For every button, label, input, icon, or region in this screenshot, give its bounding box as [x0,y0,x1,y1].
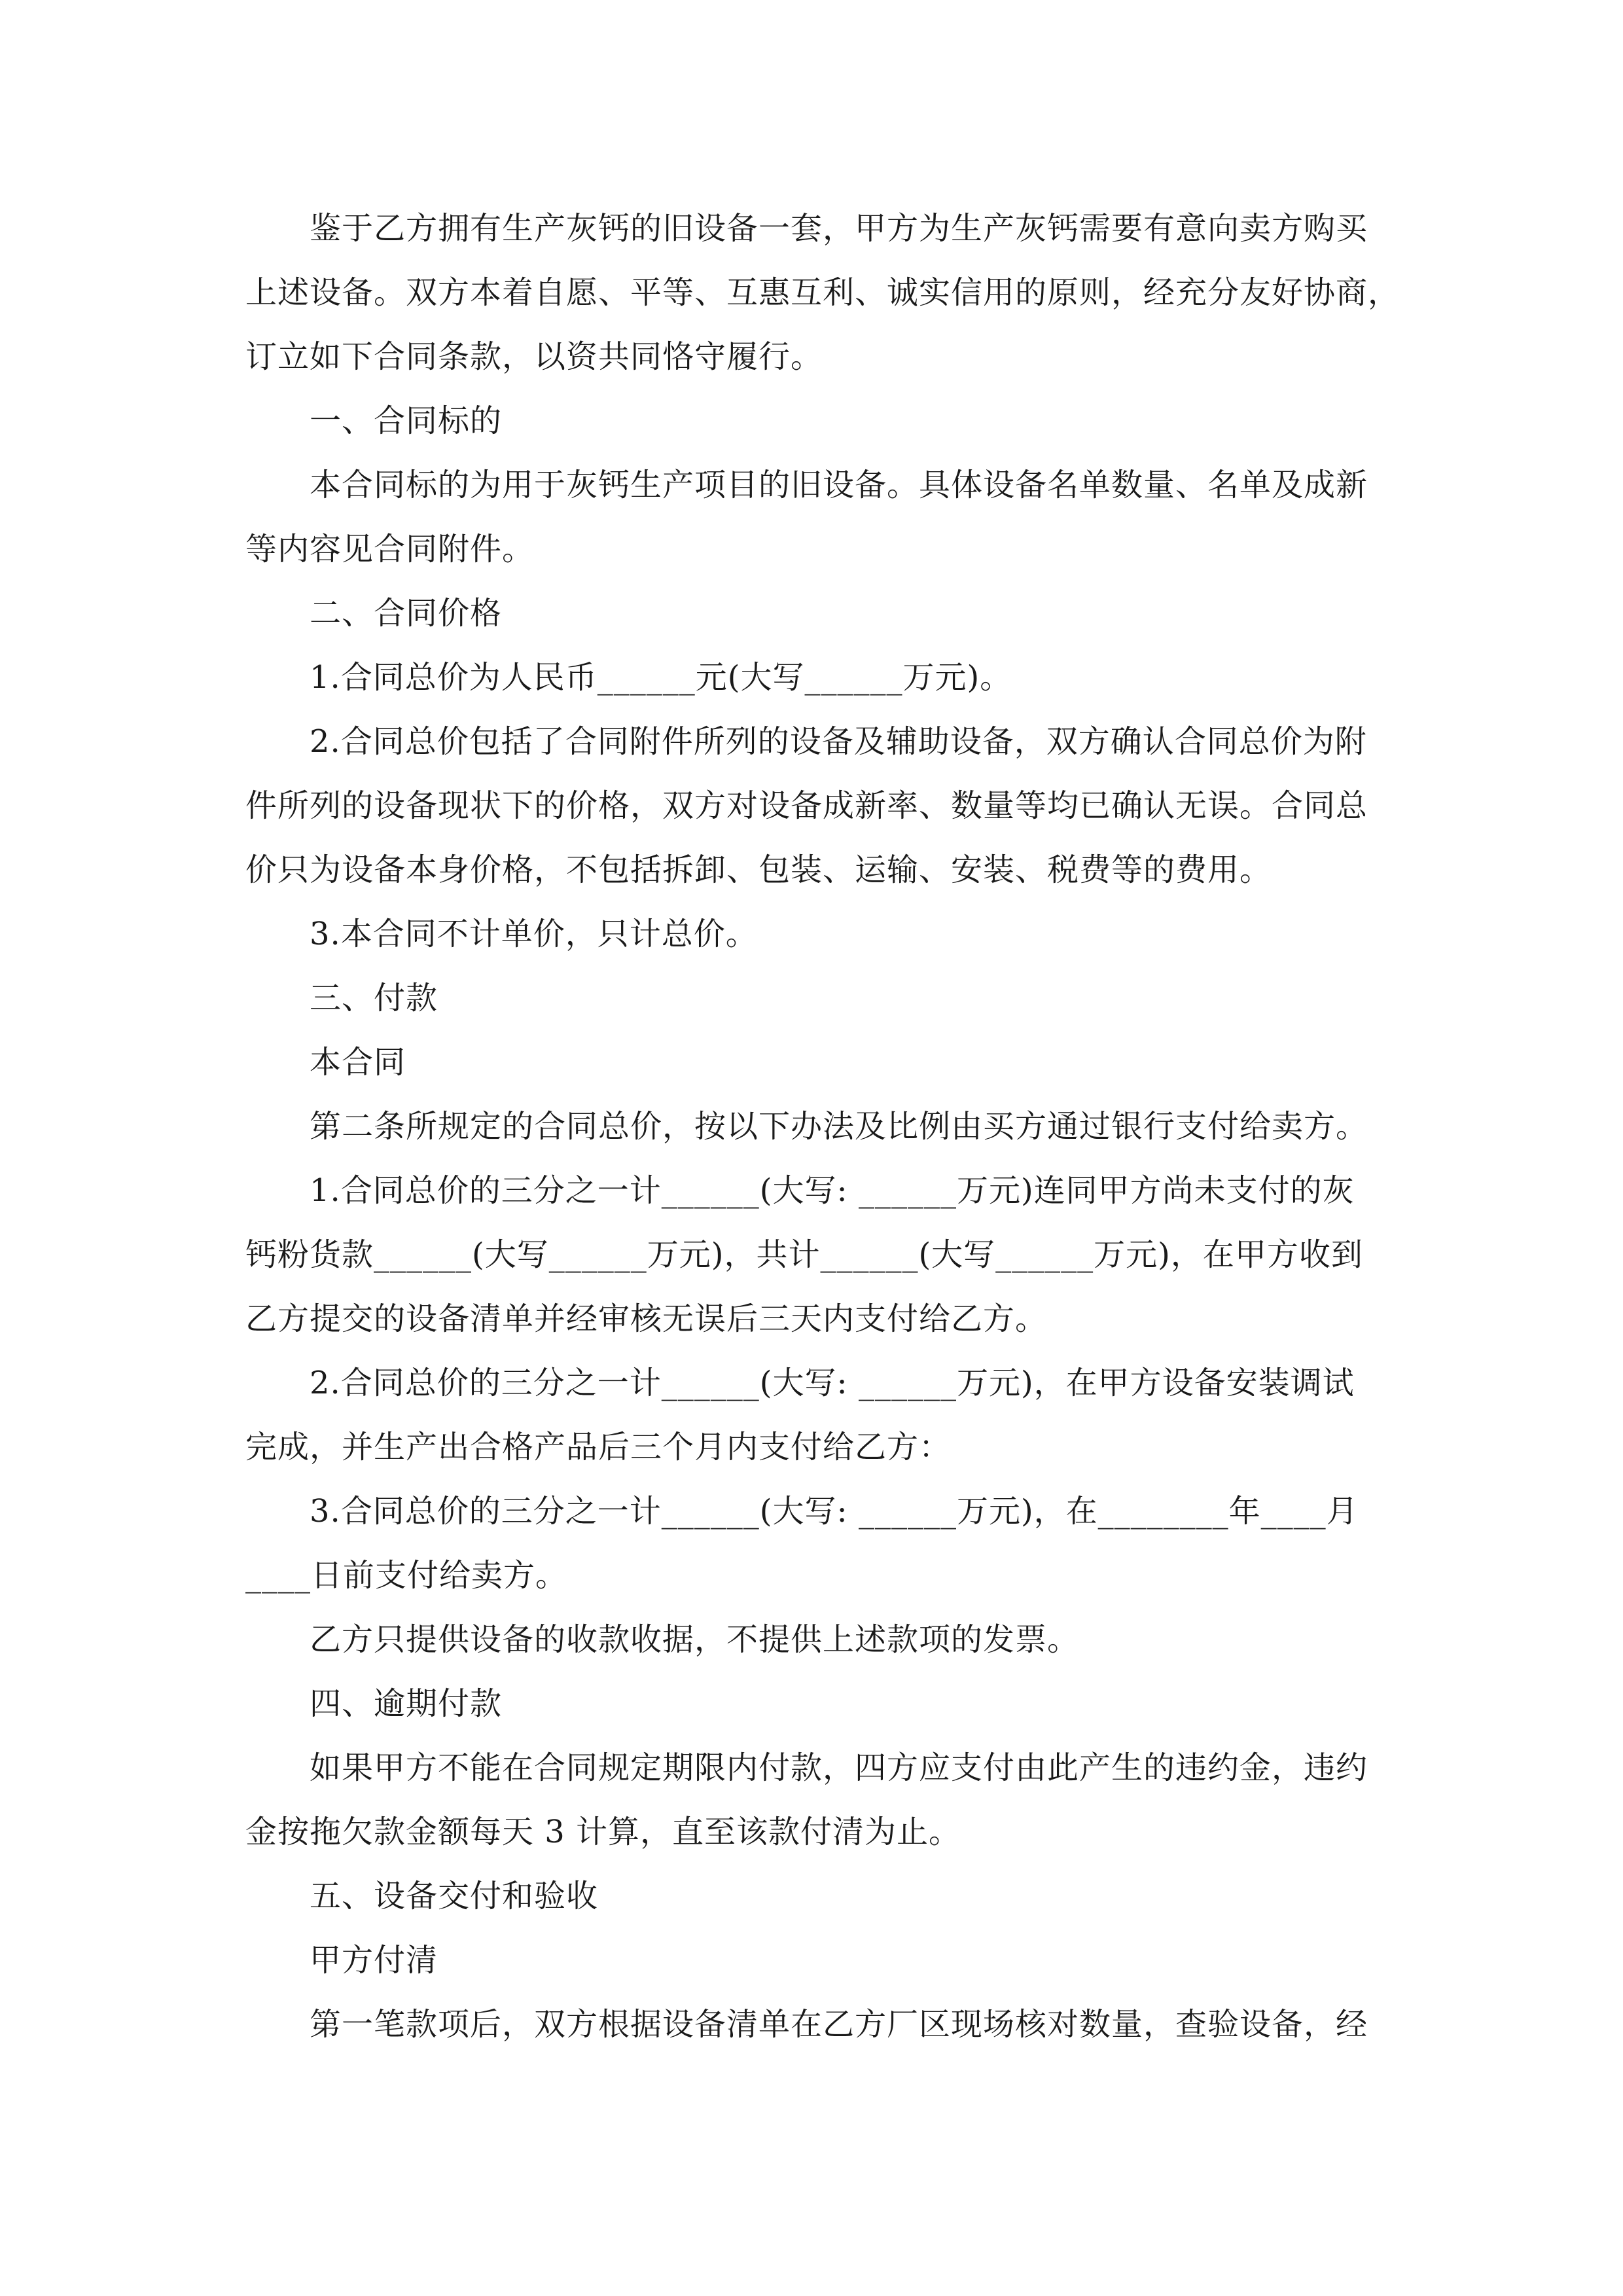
paragraph-line: 第一笔款项后，双方根据设备清单在乙方厂区现场核对数量，查验设备，经 [310,2006,1368,2043]
paragraph-line: 上述设备。双方本着自愿、平等、互惠互利、诚实信用的原则，经充分友好协商， [245,274,1400,311]
paragraph-line: 乙方只提供设备的收款收据，不提供上述款项的发票。 [310,1621,1080,1658]
paragraph-line: 本合同标的为用于灰钙生产项目的旧设备。具体设备名单数量、名单及成新 [310,467,1368,503]
paragraph-line: ____日前支付给卖方。 [245,1557,568,1594]
clause-line: 3.本合同不计单价，只计总价。 [310,916,758,952]
paragraph-line: 件所列的设备现状下的价格，双方对设备成新率、数量等均已确认无误。合同总 [245,787,1368,824]
document-body [245,196,1400,2056]
section-heading: 二、合同价格 [310,595,503,632]
clause-line: 1.合同总价为人民币______元(大写______万元)。 [310,659,1012,696]
paragraph-line: 价只为设备本身价格，不包括拆卸、包装、运输、安装、税费等的费用。 [245,852,1272,888]
paragraph-line: 甲方付清 [310,1942,438,1979]
section-heading: 一、合同标的 [310,403,503,439]
clause-line: 2.合同总价包括了合同附件所列的设备及辅助设备，双方确认合同总价为附 [310,723,1367,760]
paragraph-line: 完成，并生产出合格产品后三个月内支付给乙方： [245,1429,952,1465]
section-heading: 五、设备交付和验收 [310,1878,599,1914]
paragraph-line: 订立如下合同条款，以资共同恪守履行。 [245,338,823,375]
paragraph-line: 如果甲方不能在合同规定期限内付款，四方应支付由此产生的违约金，违约 [310,1749,1368,1786]
paragraph-line: 钙粉货款______(大写______万元)，共计______(大写______万元)，在甲方收到 [245,1236,1363,1273]
clause-line: 1.合同总价的三分之一计______(大写: ______万元)连同甲方尚未支付的灰 [310,1172,1355,1209]
clause-line: 2.合同总价的三分之一计______(大写: ______万元)，在甲方设备安装调试 [310,1365,1355,1401]
paragraph-line: 本合同 [310,1044,406,1081]
paragraph-line: 等内容见合同附件。 [245,531,535,567]
section-heading: 三、付款 [310,980,438,1016]
clause-line: 3.合同总价的三分之一计______(大写: ______万元)，在________年____月 [310,1493,1359,1530]
paragraph-line: 鉴于乙方拥有生产灰钙的旧设备一套，甲方为生产灰钙需要有意向卖方购买 [310,210,1368,247]
paragraph-line: 第二条所规定的合同总价，按以下办法及比例由买方通过银行支付给卖方。 [310,1108,1368,1145]
section-heading: 四、逾期付款 [310,1685,503,1722]
paragraph-line: 乙方提交的设备清单并经审核无误后三天内支付给乙方。 [245,1300,1048,1337]
paragraph-line: 金按拖欠款金额每天 3 计算，直至该款付清为止。 [245,1814,961,1850]
